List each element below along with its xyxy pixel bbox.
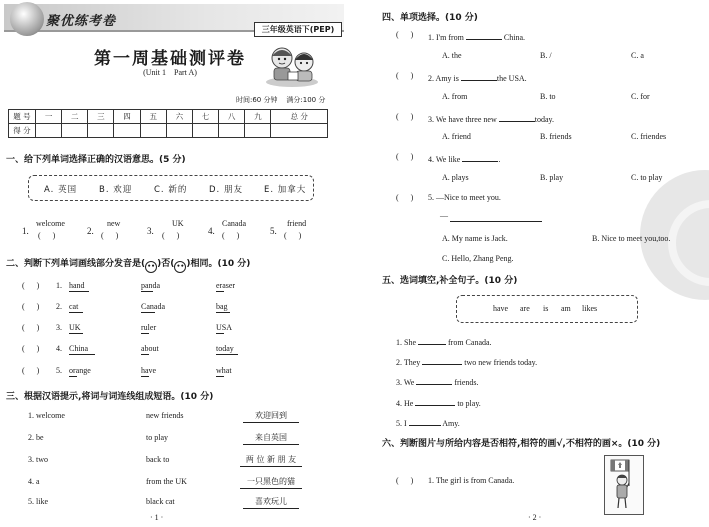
s1-item-answer[interactable]: ( ) <box>284 231 302 240</box>
s2-word: today <box>216 344 234 353</box>
section-2-heading-b: )否( <box>157 259 175 269</box>
s2-num: 2. <box>56 302 62 311</box>
s4-answer[interactable]: ( ) <box>396 30 414 39</box>
s4-option[interactable]: B. friends <box>540 132 572 141</box>
underline-mark <box>141 333 149 334</box>
smiley-icon: •• <box>145 261 157 273</box>
s5-sentence <box>396 416 460 428</box>
s4-question <box>428 71 527 83</box>
page-number-right: · 2 · <box>528 513 542 522</box>
s3-left-word[interactable]: 3. two <box>28 455 48 464</box>
s1-item-word: friend <box>287 219 307 228</box>
option-d: D. 朋友 <box>209 185 243 195</box>
subtitle: (Unit 1 Part A) <box>143 68 197 77</box>
s4-option[interactable]: A. plays <box>442 173 469 182</box>
s5-sentence-text: 5. I <box>396 419 407 428</box>
word-bank-item: are <box>520 304 530 313</box>
s1-item-num: 2. <box>87 226 94 236</box>
s5-sentence-text: two new friends today. <box>464 358 538 367</box>
option-e: E. 加拿大 <box>264 185 307 195</box>
s4-question-text: 3. We have three new <box>428 115 497 124</box>
score-table-header-row <box>9 110 328 124</box>
s2-answer[interactable]: ( ) <box>22 302 40 311</box>
word-bank-item: likes <box>582 304 598 313</box>
underline-mark <box>216 291 224 292</box>
s1-item-num: 5. <box>270 226 277 236</box>
s5-sentence <box>396 335 492 347</box>
score-input-cell[interactable] <box>192 124 218 138</box>
s4-option[interactable]: B. Nice to meet you,too. <box>592 234 671 243</box>
s4-option[interactable]: A. the <box>442 51 462 60</box>
s2-word: have <box>141 366 157 375</box>
score-table-cell: 二 <box>62 110 88 124</box>
s5-sentence <box>396 375 479 387</box>
section-2-heading-a: 二、判断下列单词画线部分发音是( <box>6 259 146 269</box>
score-input-cell[interactable] <box>88 124 114 138</box>
s3-mid-word[interactable]: back to <box>146 455 170 464</box>
s2-word: about <box>141 344 159 353</box>
s4-blank[interactable] <box>499 112 535 122</box>
s1-item-answer[interactable]: ( ) <box>222 231 240 240</box>
s1-item-word: Canada <box>222 219 246 228</box>
score-input-cell[interactable] <box>36 124 62 138</box>
score-input-cell[interactable] <box>166 124 192 138</box>
s4-option[interactable]: C. a <box>631 51 644 60</box>
s2-num: 5. <box>56 366 62 375</box>
s4-option[interactable]: C. friendes <box>631 132 667 141</box>
s4-question-text: . <box>498 155 501 164</box>
s5-sentence-text: 3. We <box>396 378 415 387</box>
s4-answer[interactable]: ( ) <box>396 71 414 80</box>
underline-mark <box>141 312 155 313</box>
score-table-cell: 一 <box>36 110 62 124</box>
underline-mark <box>69 312 83 313</box>
score-input-cell[interactable] <box>114 124 140 138</box>
underline-mark <box>216 376 224 377</box>
s3-mid-word[interactable]: to play <box>146 433 168 442</box>
score-table-cell: 九 <box>245 110 271 124</box>
s3-mid-word[interactable]: black cat <box>146 497 175 506</box>
section-3-heading: 三、根据汉语提示,将词与词连线组成短语。(10 分) <box>6 392 214 402</box>
page-number-left: · 1 · <box>150 513 164 522</box>
s4-question-text: the USA. <box>496 74 527 83</box>
s1-item-word: new <box>107 219 121 228</box>
s4-option[interactable]: A. friend <box>442 132 471 141</box>
s5-sentence <box>396 396 481 408</box>
s4-answer[interactable]: ( ) <box>396 112 414 121</box>
score-table-cell: 六 <box>166 110 192 124</box>
s2-answer[interactable]: ( ) <box>22 366 40 375</box>
option-a: A. 英国 <box>44 185 78 195</box>
s3-chinese-hint[interactable]: 来自英国 <box>243 432 299 445</box>
s6-answer[interactable]: ( ) <box>396 476 414 485</box>
s4-option[interactable]: A. from <box>442 92 468 101</box>
s4-question <box>428 152 500 164</box>
score-table-cell: 得 分 <box>9 124 36 138</box>
s1-item-word: UK <box>172 219 184 228</box>
s3-mid-word[interactable]: new friends <box>146 411 184 420</box>
s3-left-word[interactable]: 5. like <box>28 497 48 506</box>
word-bank-item: am <box>561 304 571 313</box>
s4-dash: — <box>440 211 448 220</box>
s5-sentence-text: from Canada. <box>448 338 492 347</box>
s4-question-text: 1. I'm from <box>428 33 464 42</box>
frown-icon: •• <box>174 261 186 273</box>
s1-item-answer[interactable]: ( ) <box>101 231 119 240</box>
s2-word: eraser <box>216 281 236 290</box>
underline-mark <box>69 354 95 355</box>
underline-mark <box>141 291 153 292</box>
s2-word: UK <box>69 323 81 332</box>
score-table-cell: 八 <box>219 110 245 124</box>
s3-chinese-hint[interactable]: 喜欢玩儿 <box>243 496 299 509</box>
s4-question-text: 5. —Nice to meet you. <box>428 193 501 202</box>
section-6-heading: 六、判断图片与所给内容是否相符,相符的画√,不相符的画×。(10 分) <box>382 439 661 449</box>
s2-answer[interactable]: ( ) <box>22 323 40 332</box>
s5-sentence <box>396 355 537 367</box>
s2-word: what <box>216 366 232 375</box>
s2-word: USA <box>216 323 233 332</box>
s2-word: China <box>69 344 89 353</box>
s5-blank[interactable] <box>416 375 452 385</box>
score-table-cell: 七 <box>192 110 218 124</box>
s4-option[interactable]: B. play <box>540 173 564 182</box>
section-1-heading: 一、给下列单词选择正确的汉语意思。(5 分) <box>6 155 186 165</box>
s1-item-answer[interactable]: ( ) <box>38 231 56 240</box>
s4-question-text: 2. Amy is <box>428 74 459 83</box>
underline-mark <box>69 333 83 334</box>
brand-name: 聚优练考卷 <box>46 14 117 29</box>
word-bank-item: is <box>543 304 549 313</box>
cartoon-kids-icon <box>262 42 322 88</box>
score-input-cell[interactable] <box>245 124 271 138</box>
s5-sentence-text: 2. They <box>396 358 421 367</box>
option-c: C. 新的 <box>154 185 188 195</box>
s3-left-word[interactable]: 2. be <box>28 433 44 442</box>
s5-sentence-text: to play. <box>457 399 481 408</box>
score-input-cell[interactable] <box>219 124 245 138</box>
s4-question <box>428 30 525 42</box>
grade-badge: 三年级英语下(PEP) <box>254 22 342 37</box>
s2-num: 4. <box>56 344 62 353</box>
score-input-cell[interactable] <box>271 124 328 138</box>
s5-sentence-text: friends. <box>454 378 479 387</box>
s2-word: bag <box>216 302 228 311</box>
s5-blank[interactable] <box>418 335 446 345</box>
score-table-score-row <box>9 124 328 138</box>
s5-sentence-text: Amy. <box>442 419 460 428</box>
s4-answer[interactable]: ( ) <box>396 152 414 161</box>
s4-question-text: today. <box>534 115 554 124</box>
s2-num: 3. <box>56 323 62 332</box>
underline-mark <box>141 354 149 355</box>
s4-answer[interactable]: ( ) <box>396 193 414 202</box>
score-input-cell[interactable] <box>62 124 88 138</box>
score-table-cell: 总 分 <box>271 110 328 124</box>
s5-sentence-text: 4. He <box>396 399 414 408</box>
section-4-heading: 四、单项选择。(10 分) <box>382 13 478 23</box>
s2-num: 1. <box>56 281 62 290</box>
section-5-heading: 五、选词填空,补全句子。(10 分) <box>382 276 518 286</box>
s3-chinese-hint[interactable]: 两 位 新 朋 友 <box>240 454 302 467</box>
girl-with-canada-flag-icon <box>605 456 641 512</box>
s1-item-num: 3. <box>147 226 154 236</box>
s5-blank[interactable] <box>422 355 462 365</box>
s1-item-num: 4. <box>208 226 215 236</box>
s2-word: cat <box>69 302 79 311</box>
score-table-cell: 三 <box>88 110 114 124</box>
option-b: B. 欢迎 <box>99 185 133 195</box>
s4-option[interactable]: A. My name is Jack. <box>442 234 508 243</box>
s4-option[interactable]: C. to play <box>631 173 663 182</box>
s2-word: ruler <box>141 323 157 332</box>
s4-option[interactable]: C. for <box>631 92 650 101</box>
s4-blank[interactable] <box>462 152 501 164</box>
s5-blank[interactable] <box>409 416 441 426</box>
underline-mark <box>141 376 149 377</box>
s1-item-answer[interactable]: ( ) <box>162 231 180 240</box>
underline-mark <box>216 354 238 355</box>
s6-item: 1. The girl is from Canada. <box>428 476 515 485</box>
time-score-meta: 时间:60 分钟 满分:100 分 <box>236 96 326 104</box>
s3-mid-word[interactable]: from the UK <box>146 477 187 486</box>
s3-chinese-hint[interactable]: 欢迎回到 <box>243 410 299 423</box>
s2-answer[interactable]: ( ) <box>22 344 40 353</box>
s4-question-text: China. <box>503 33 525 42</box>
s4-option[interactable]: B. / <box>540 51 552 60</box>
section-2-heading <box>6 256 250 273</box>
s5-sentence-text: 1. She <box>396 338 416 347</box>
s4-option[interactable]: B. to <box>540 92 556 101</box>
s4-question <box>428 112 554 124</box>
s4-blank[interactable] <box>461 71 497 81</box>
underline-mark <box>216 312 230 313</box>
s4-option[interactable]: C. Hello, Zhang Peng. <box>442 254 514 263</box>
score-table-cell: 四 <box>114 110 140 124</box>
word-bank-item: have <box>493 304 509 313</box>
s4-question-text: 4. We like <box>428 155 461 164</box>
section-2-heading-c: )相同。(10 分) <box>186 259 251 269</box>
s2-word: orange <box>69 366 91 375</box>
s2-word: panda <box>141 281 161 290</box>
s1-item-word: welcome <box>36 219 65 228</box>
brand-logo-icon <box>10 2 44 36</box>
score-input-cell[interactable] <box>140 124 166 138</box>
score-table <box>8 109 328 138</box>
s1-item-num: 1. <box>22 226 29 236</box>
score-table-cell: 五 <box>140 110 166 124</box>
s4-blank[interactable] <box>466 30 502 40</box>
s3-left-word[interactable]: 1. welcome <box>28 411 65 420</box>
s5-blank[interactable] <box>415 396 455 406</box>
s4-reply-blank[interactable] <box>450 221 542 222</box>
score-table-cell: 题 号 <box>9 110 36 124</box>
underline-mark <box>216 333 224 334</box>
page-title: 第一周基础测评卷 <box>94 49 246 69</box>
underline-mark <box>69 291 89 292</box>
s3-left-word[interactable]: 4. a <box>28 477 40 486</box>
s2-answer[interactable]: ( ) <box>22 281 40 290</box>
s2-word: Canada <box>141 302 165 311</box>
underline-mark <box>69 376 77 377</box>
s3-chinese-hint[interactable]: 一只黑色的猫 <box>240 476 302 489</box>
s2-word: hand <box>69 281 85 290</box>
